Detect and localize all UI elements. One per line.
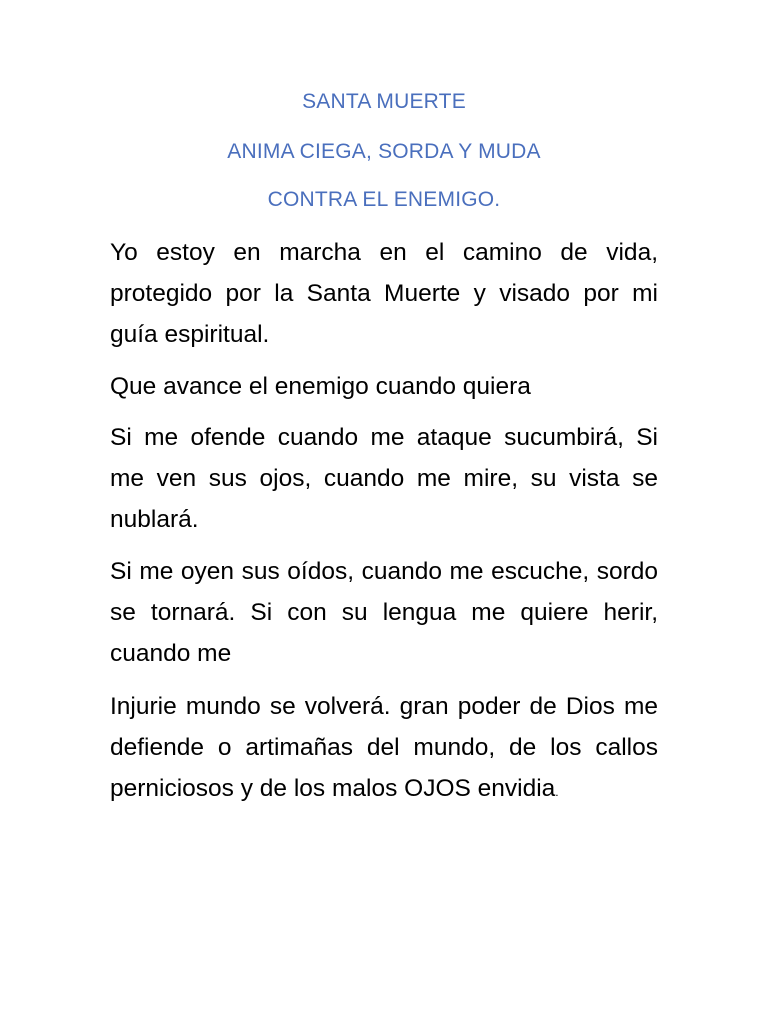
paragraph-2: Que avance el enemigo cuando quiera [110,373,531,400]
document-subtitle-2: CONTRA EL ENEMIGO. [267,188,501,211]
paragraph-5-text: Injurie mundo se volverá. gran poder de Dios me defiende o artimañas del mundo, de los callos perniciosos y de los malos OJOS envidia [110,693,658,802]
paragraph-5 [110,686,658,813]
paragraph-4: Si me oyen sus oídos, cuando me escuche, sordo se tornará. Si con su lengua me quiere herir, cuando me [110,558,658,667]
document-title: SANTA MUERTE [302,90,466,113]
paragraph-3: Si me ofende cuando me ataque sucumbirá, Si me ven sus ojos, cuando me mire, su vista se nublará. [110,424,658,533]
paragraph-5-period: . [555,785,559,799]
paragraph-1: Yo estoy en marcha en el camino de vida, protegido por la Santa Muerte y visado por mi guía espiritual. [110,239,658,348]
document-subtitle: ANIMA CIEGA, SORDA Y MUDA [227,140,541,163]
